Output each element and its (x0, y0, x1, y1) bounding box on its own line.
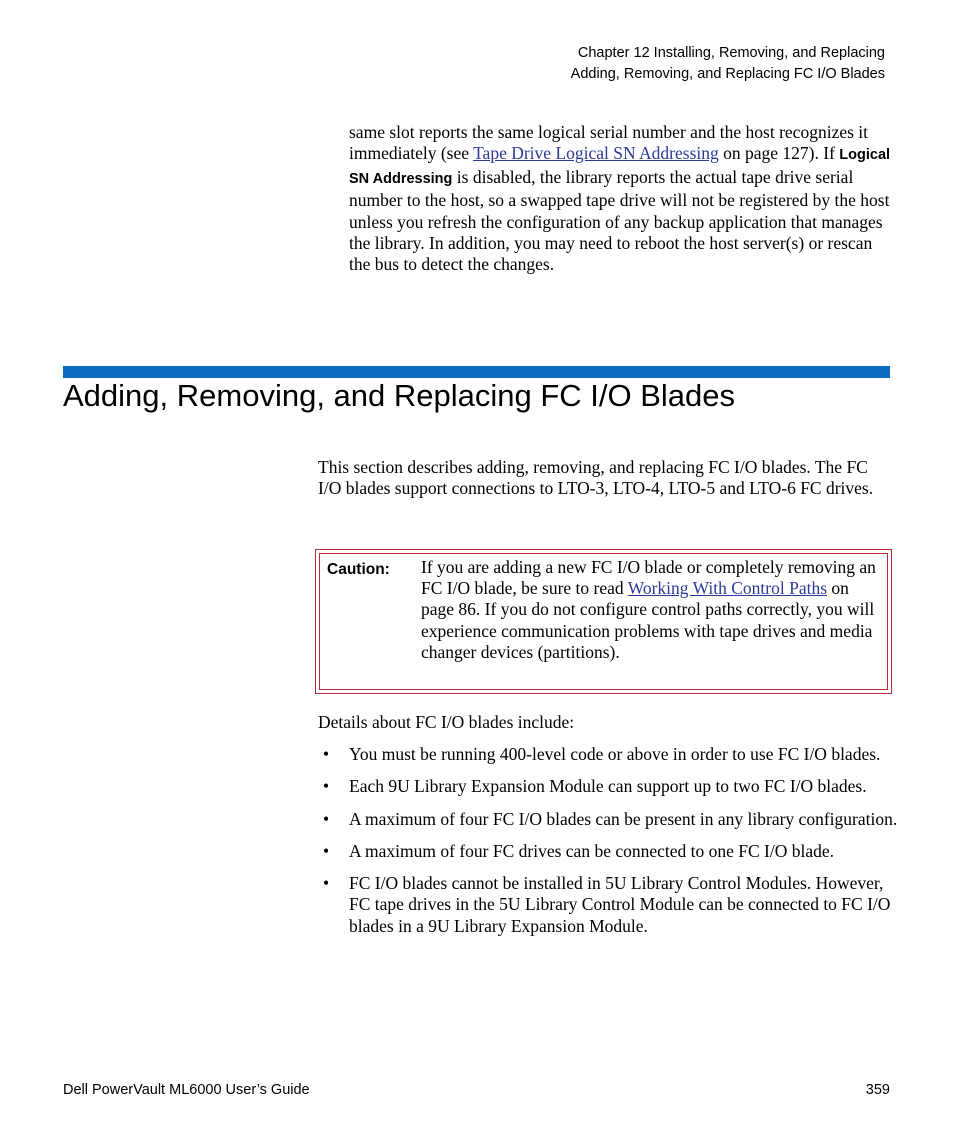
section-title: Adding, Removing, and Replacing FC I/O Blades (63, 378, 736, 413)
bullet-icon: • (323, 776, 330, 797)
footer-title: Dell PowerVault ML6000 User’s Guide (63, 1082, 310, 1098)
list-item (318, 873, 898, 937)
details-intro: Details about FC I/O blades include: (318, 712, 575, 732)
list-item-text: You must be running 400-level code or above in order to use FC I/O blades. (349, 744, 881, 764)
caution-text (421, 557, 881, 663)
caution-text-1: If you are adding a new FC I/O blade or completely removing an FC I/O blade, be sure to read (421, 557, 876, 599)
details-list (318, 744, 898, 948)
list-item-text: A maximum of four FC I/O blades can be present in any library configuration. (349, 808, 898, 829)
caution-box (315, 549, 892, 694)
intro-text-1: same slot reports the same logical serial number and the host recognizes it immediately (see (349, 122, 869, 164)
list-item-text: A maximum of four FC drives can be connected to one FC I/O blade. (349, 840, 835, 861)
running-header (470, 43, 885, 85)
list-item-text: Each 9U Library Expansion Module can support up to two FC I/O blades. (349, 776, 867, 797)
intro-text-3: is disabled, the library reports the actual tape drive serial number to the host, so a swapped tape drive will not be registered by the host unless you refresh the configuration of any backup application that manages the library. In addition, you may need to reboot the host server(s) or rescan the bus to detect the changes. (349, 166, 890, 275)
bullet-icon: • (323, 873, 330, 894)
list-item (318, 776, 898, 797)
page-number: 359 (865, 1082, 890, 1098)
bullet-icon: • (323, 744, 330, 764)
list-item-text: FC I/O blades cannot be installed in 5U Library Control Modules. However, FC tape drives in the 5U Library Control Module can be connected to FC I/O blades in a 9U Library Expansion Module. (349, 873, 891, 936)
bullet-icon: • (323, 840, 330, 861)
header-chapter: Chapter 12 Installing, Removing, and Replacing (577, 45, 885, 61)
bullet-icon: • (323, 808, 330, 829)
intro-text-2: on page 127). If (718, 143, 840, 164)
caution-text-2: on page 86. If you do not configure control paths correctly, you will experience communication problems with tape drives and media changer devices (partitions). (421, 578, 875, 662)
working-with-control-paths-link[interactable]: Working With Control Paths (627, 578, 828, 599)
list-item (318, 809, 898, 830)
logical-sn-addressing-term: Logical SN Addressing (349, 147, 891, 187)
intro-paragraph (349, 122, 894, 276)
header-section: Adding, Removing, and Replacing FC I/O Blades (570, 66, 885, 82)
list-item (318, 744, 898, 765)
tape-drive-logical-sn-link[interactable]: Tape Drive Logical SN Addressing (473, 143, 719, 164)
list-item (318, 841, 898, 862)
caution-label: Caution: (327, 561, 390, 578)
section-description: This section describes adding, removing, and replacing FC I/O blades. The FC I/O blades support connections to LTO-3, LTO-4, LTO-5 and LTO-6 FC drives. (318, 457, 874, 499)
